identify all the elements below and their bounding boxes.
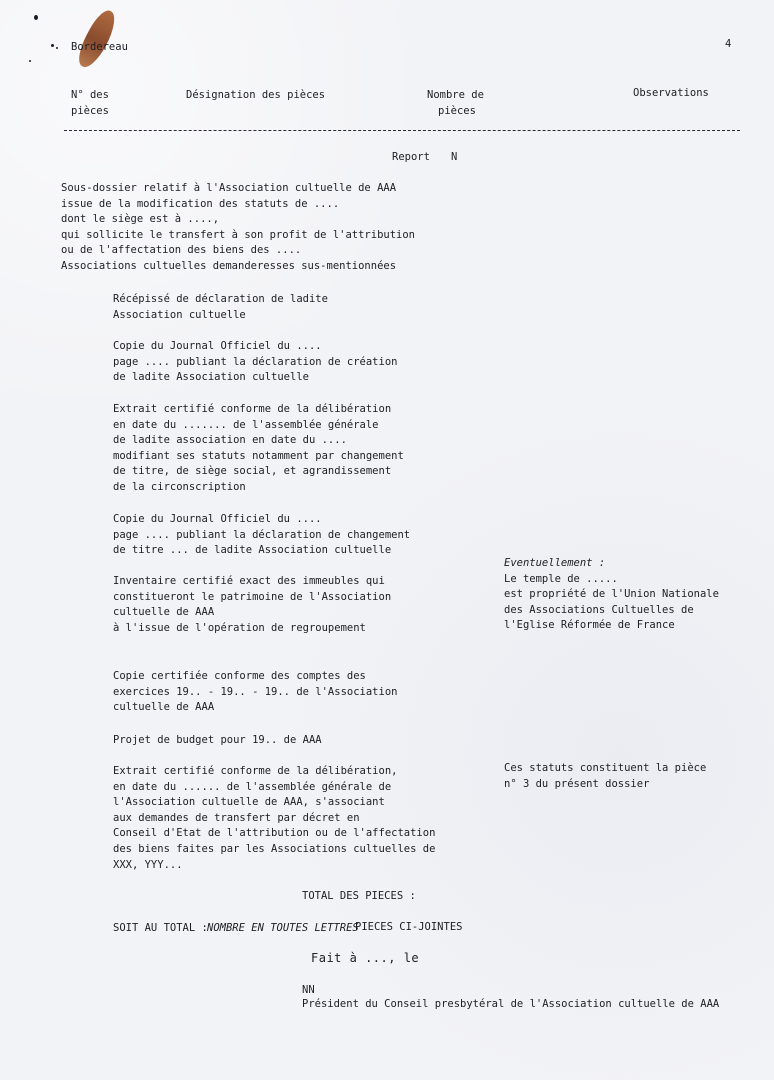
report-label: Report <box>392 151 430 163</box>
soit-total-value: NOMBRE EN TOUTES LETTRES <box>207 922 359 934</box>
piece-line: Conseil d'Etat de l'attribution ou de l'affectation <box>113 827 436 840</box>
intro-line: dont le siège est à ...., <box>61 213 220 226</box>
observation-line: Le temple de ..... <box>504 572 618 585</box>
column-header-count <box>427 88 484 119</box>
column-header-line: pièces <box>438 104 476 117</box>
piece-line: Association cultuelle <box>113 308 246 321</box>
observation-line: l'Eglise Réformée de France <box>504 619 675 632</box>
column-header-observations: Observations <box>633 87 709 99</box>
observation-line: Ces statuts constituent la pièce <box>504 762 707 774</box>
column-divider <box>64 130 740 131</box>
observation-line: n° 3 du présent dossier <box>504 777 650 790</box>
signatory-role: Président du Conseil presbytéral de l'Association cultuelle de AAA <box>302 998 720 1010</box>
piece-line: page .... publiant la déclaration de création <box>113 355 398 368</box>
piece-line: exercices 19.. - 19.. - 19.. de l'Association <box>113 685 398 698</box>
soit-total-label: SOIT AU TOTAL : <box>113 922 208 934</box>
piece-line: Copie du Journal Officiel du .... <box>113 513 322 525</box>
speck-dot <box>56 47 58 49</box>
piece-item-journal-change <box>113 512 410 559</box>
page-number: 4 <box>725 38 732 50</box>
piece-line: de ladite Association cultuelle <box>113 371 309 384</box>
soit-total-suffix: PIECES CI-JOINTES <box>355 921 463 933</box>
observation-temple <box>504 556 719 634</box>
piece-line: Extrait certifié conforme de la délibération, <box>113 765 398 777</box>
document-title: Bordereau <box>71 41 128 53</box>
piece-line: à l'issue de l'opération de regroupement <box>113 621 366 634</box>
speck-dot <box>51 44 54 47</box>
piece-line: en date du ....... de l'assemblée générale <box>113 418 379 431</box>
piece-line: en date du ...... de l'assemblée générale de <box>113 780 392 793</box>
piece-line: aux demandes de transfert par décret en <box>113 811 360 824</box>
piece-line: constitueront le patrimoine de l'Association <box>113 590 392 603</box>
piece-line: Copie certifiée conforme des comptes des <box>113 670 366 682</box>
intro-line: Associations cultuelles demanderesses sus-mentionnées <box>61 259 397 272</box>
observation-statutes <box>504 761 706 792</box>
piece-line: XXX, YYY... <box>113 858 183 871</box>
piece-line: l'Association cultuelle de AAA, s'associant <box>113 796 385 809</box>
column-header-number <box>71 88 109 119</box>
piece-line: modifiant ses statuts notamment par changement <box>113 449 404 462</box>
piece-item-deliberation-statutes <box>113 402 404 496</box>
total-pieces-label: TOTAL DES PIECES : <box>302 890 416 902</box>
place-date-line: Fait à ..., le <box>311 951 420 965</box>
piece-line: Extrait certifié conforme de la délibération <box>113 403 392 415</box>
piece-line: Copie du Journal Officiel du .... <box>113 340 322 352</box>
piece-line: de titre, de siège social, et agrandissement <box>113 465 392 478</box>
piece-item-receipt <box>113 292 328 323</box>
observation-line: des Associations Cultuelles de <box>504 603 694 616</box>
observation-line: est propriété de l'Union Nationale <box>504 588 719 601</box>
piece-line: cultuelle de AAA <box>113 701 215 714</box>
ink-stain <box>73 6 122 71</box>
piece-line: des biens faites par les Associations cultuelles de <box>113 842 436 855</box>
piece-item-inventory <box>113 574 391 636</box>
piece-line: de titre ... de ladite Association cultuelle <box>113 544 392 557</box>
intro-line: Sous-dossier relatif à l'Association cultuelle de AAA <box>61 182 397 194</box>
piece-line: Récépissé de déclaration de ladite <box>113 293 328 305</box>
piece-item-budget <box>113 733 322 749</box>
piece-line: Inventaire certifié exact des immeubles qui <box>113 575 385 587</box>
report-value: N <box>451 151 458 163</box>
piece-line: page .... publiant la déclaration de changement <box>113 528 411 541</box>
intro-line: qui sollicite le transfert à son profit de l'attribution <box>61 228 416 241</box>
piece-item-accounts <box>113 669 397 716</box>
piece-item-journal-creation <box>113 339 397 386</box>
column-header-line: N° des <box>71 89 109 101</box>
piece-line: de ladite association en date du .... <box>113 434 347 447</box>
piece-line: de la circonscription <box>113 480 246 493</box>
piece-item-deliberation-transfer <box>113 764 435 873</box>
intro-line: issue de la modification des statuts de .... <box>61 197 340 210</box>
column-header-designation: Désignation des pièces <box>186 89 326 101</box>
observation-heading: Eventuellement : <box>504 557 606 569</box>
column-header-line: pièces <box>71 104 109 117</box>
signatory-name: NN <box>302 984 315 996</box>
intro-line: ou de l'affectation des biens des .... <box>61 244 302 257</box>
speck-dot <box>34 15 38 20</box>
sub-dossier-intro <box>61 181 415 275</box>
speck-dot <box>29 60 31 62</box>
column-header-line: Nombre de <box>427 89 484 101</box>
piece-line: cultuelle de AAA <box>113 606 215 619</box>
piece-line: Projet de budget pour 19.. de AAA <box>113 734 322 746</box>
